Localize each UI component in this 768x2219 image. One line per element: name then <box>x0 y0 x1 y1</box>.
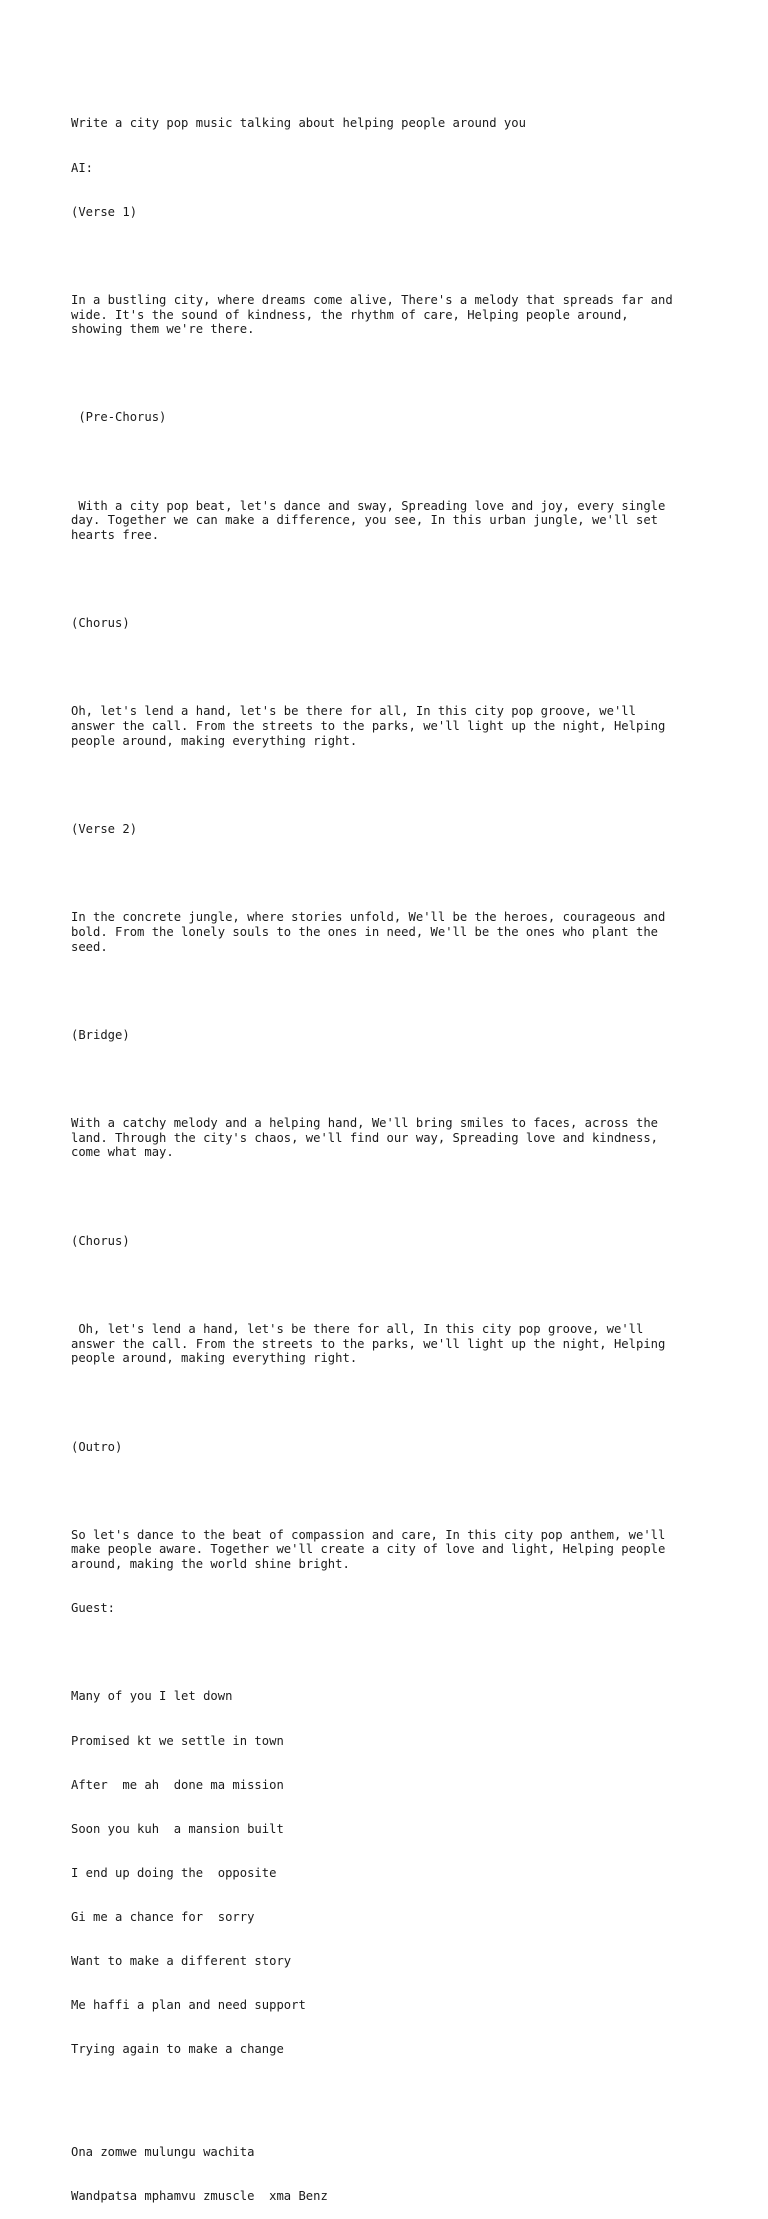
guest-line: Many of you I let down <box>71 1689 233 1704</box>
document-page <box>71 87 751 2219</box>
bridge-text: With a catchy melody and a helping hand, We'll bring smiles to faces, across the land. Through the city's chaos, we'll find our way, Spreading love and kindness, come what may. <box>71 1116 658 1160</box>
guest-line: Want to make a different story <box>71 1954 292 1969</box>
verse1-text: In a bustling city, where dreams come alive, There's a melody that spreads far and wide. It's the sound of kindness, the rhythm of care, Helping people around, showing them we're there. <box>71 292 673 337</box>
guest-line: After me ah done ma mission <box>71 1777 284 1792</box>
guest-line: Gi me a chance for sorry <box>71 1909 255 1924</box>
prompt-text: Write a city pop music talking about helping people around you <box>71 116 526 131</box>
verse2-label: (Verse 2) <box>71 822 138 837</box>
verse2-text: In the concrete jungle, where stories unfold, We'll be the heroes, courageous and bold. From the lonely souls to the ones in need, We'll be the ones who plant the seed. <box>71 910 666 954</box>
outro-label: (Outro) <box>71 1439 123 1454</box>
chorus1-text: Oh, let's lend a hand, let's be there for all, In this city pop groove, we'll answer the call. From the streets to the parks, we'll light up the night, Helping people around, making everything right. <box>71 704 666 748</box>
closing-line: Wandpatsa mphamvu zmuscle xma Benz <box>71 2189 328 2204</box>
guest-line: Trying again to make a change <box>71 2042 284 2057</box>
chorus2-text: Oh, let's lend a hand, let's be there for all, In this city pop groove, we'll answer the call. From the streets to the parks, we'll light up the night, Helping people around, making everything right. <box>71 1321 666 1366</box>
closing-line: Ona zomwe mulungu wachita <box>71 2145 255 2160</box>
prechorus-text: With a city pop beat, let's dance and sway, Spreading love and joy, every single day. Together we can make a difference, you see, In this urban jungle, we'll set hearts free. <box>71 498 666 543</box>
chorus1-label: (Chorus) <box>71 616 130 631</box>
ai-label: AI: <box>71 160 94 175</box>
bridge-label: (Bridge) <box>71 1027 130 1042</box>
chorus2-label: (Chorus) <box>71 1233 130 1248</box>
verse1-label: (Verse 1) <box>71 204 138 219</box>
prechorus-label: (Pre-Chorus) <box>71 410 167 425</box>
guest-line: I end up doing the opposite <box>71 1865 277 1880</box>
outro-text: So let's dance to the beat of compassion and care, In this city pop anthem, we'll make people aware. Together we'll create a city of love and light, Helping people around, making the world shine bright. <box>71 1527 666 1572</box>
guest-line: Promised kt we settle in town <box>71 1733 284 1748</box>
guest-line: Me haffi a plan and need support <box>71 1998 306 2013</box>
guest-label: Guest: <box>71 1601 116 1616</box>
guest-line: Soon you kuh a mansion built <box>71 1821 284 1836</box>
